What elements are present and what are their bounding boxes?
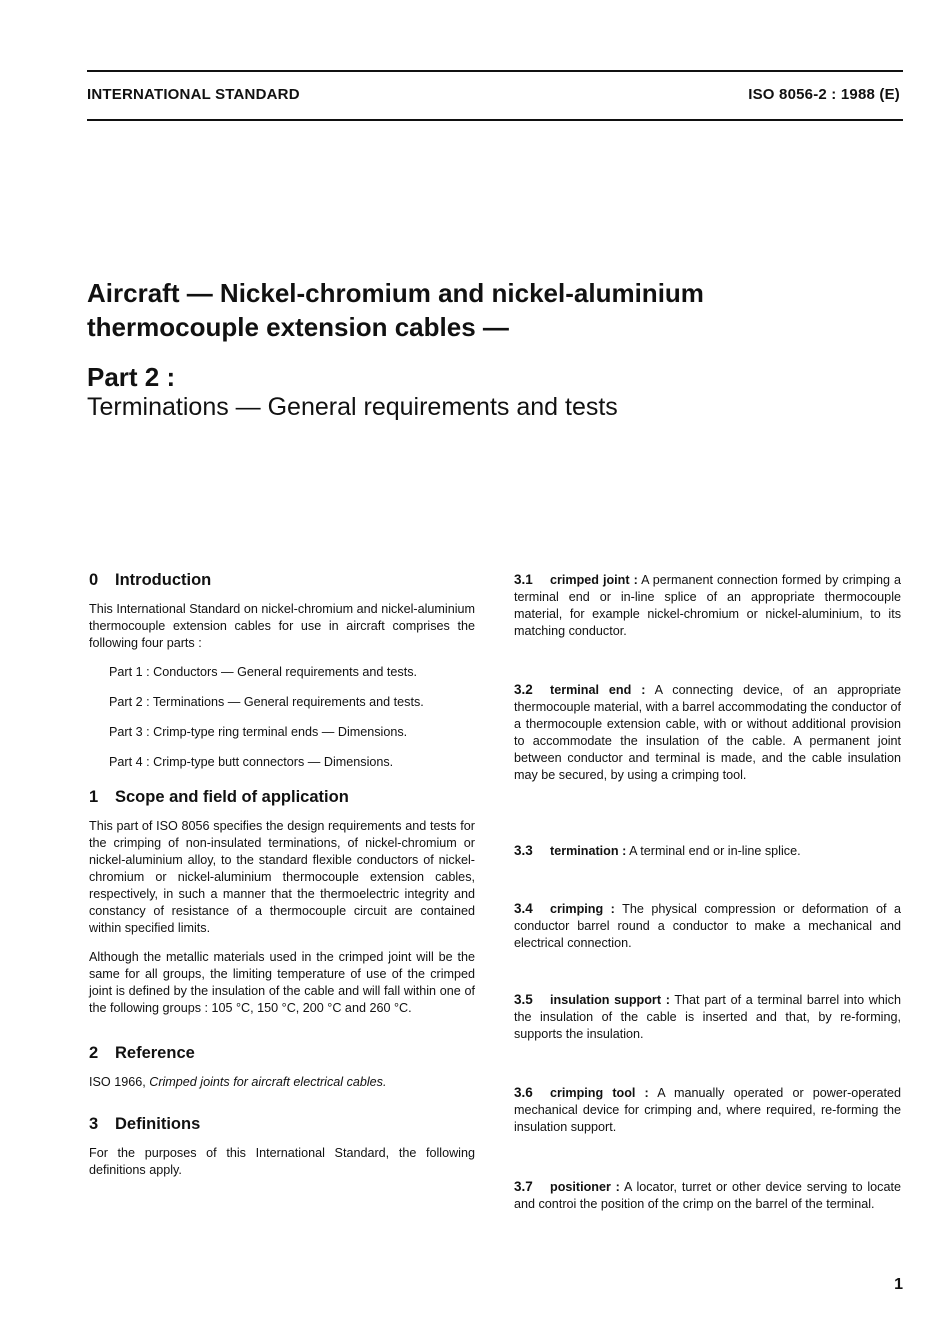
scope-paragraph-1: This part of ISO 8056 specifies the design requirements and tests for the crimping of non-insulated terminations, of nickel-chromium or nickel-aluminium alloy, to the standard flexible conductors of nickel-chromium or nickel-aluminium thermocouple extension cables, respectively, in such a manner that the thermoelectric integrity and constancy of resistance of a thermocouple circuit are contained within specified limits.: [89, 819, 475, 935]
reference-title: Crimped joints for aircraft electrical cables.: [149, 1075, 387, 1089]
list-item: Part 1 : Conductors — General requirements and tests.: [109, 665, 417, 679]
definition-number: 3.4: [514, 901, 533, 916]
title-line-1: Aircraft — Nickel-chromium and nickel-aluminium: [87, 278, 704, 308]
definition-text: A manually operated or power-operated mechanical device for crimping and, where required, re-forming the insulation support.: [514, 1086, 902, 1134]
section-title: Definitions: [115, 1115, 201, 1133]
definition-number: 3.7: [514, 1179, 533, 1194]
section-heading-definitions: [89, 1116, 475, 1133]
section-number: 0: [89, 571, 99, 589]
section-number: 3: [89, 1115, 99, 1133]
section-heading-reference: [89, 1045, 475, 1062]
top-rule: [87, 70, 903, 72]
definition-number: 3.2: [514, 682, 533, 697]
definition-text: A connecting device, of an appropriate thermocouple material, with a barrel accommodating the conductor of a thermocouple extension cable, with or without additional provision to accommodate the insulation of the cable. A permanent joint between conductor and terminal is made, and the cable insulation may be secured, by using a crimping tool.: [514, 683, 901, 782]
definitions-paragraph: For the purposes of this International Standard, the following definitions apply.: [89, 1146, 475, 1177]
definition-text: That part of a terminal barrel into which the insulation of the cable is inserted and that, by re-forming, supports the insulation.: [514, 993, 901, 1041]
definition-text: A locator, turret or other device serving to locate and controi the position of the crimp on the barrel of the terminal.: [514, 1180, 901, 1211]
definition-number: 3.6: [514, 1085, 533, 1100]
section-heading-introduction: [89, 572, 475, 589]
header-standard-label: INTERNATIONAL STANDARD: [87, 86, 300, 103]
definition-number: 3.1: [514, 572, 533, 587]
definition-term: crimping tool :: [550, 1086, 649, 1100]
page-number: 1: [894, 1276, 903, 1293]
part-label: Part 2 :: [87, 362, 176, 392]
definition-3-6: [514, 1084, 901, 1136]
definition-3-1: [514, 571, 901, 640]
definition-term: terminal end :: [550, 683, 646, 697]
part-subtitle: Terminations — General requirements and tests: [87, 393, 618, 421]
list-item: Part 4 : Crimp-type butt connectors — Dimensions.: [109, 755, 394, 769]
definition-text: A permanent connection formed by crimping a terminal end or in-line splice of an appropriate thermocouple material, for example nickel-chromium or nickel-aluminium, to its matching conductor.: [514, 573, 901, 638]
definition-3-3: [514, 842, 901, 860]
definition-number: 3.3: [514, 843, 533, 858]
section-title: Scope and field of application: [115, 788, 349, 806]
definition-term: termination :: [550, 844, 627, 858]
intro-paragraph: This International Standard on nickel-chromium and nickel-aluminium thermocouple extension cables for use in aircraft comprises the following four parts :: [89, 602, 475, 650]
list-item: Part 2 : Terminations — General requirements and tests.: [109, 695, 424, 709]
definition-3-2: [514, 681, 901, 784]
document-title: [87, 276, 887, 344]
definition-number: 3.5: [514, 992, 533, 1007]
reference-code: ISO 1966,: [89, 1075, 146, 1089]
definition-text: The physical compression or deformation of a conductor barrel round a conductor to make a mechanical and electrical connection.: [514, 902, 902, 950]
section-heading-scope: [89, 789, 475, 806]
section-number: 2: [89, 1044, 99, 1062]
section-title: Reference: [115, 1044, 195, 1062]
header-bottom-rule: [87, 119, 903, 121]
title-line-2: thermocouple extension cables —: [87, 312, 509, 342]
reference-paragraph: [89, 1074, 475, 1091]
definition-term: positioner :: [550, 1180, 620, 1194]
scope-paragraph-2: Although the metallic materials used in the crimped joint will be the same for all groups, the limiting temperature of use of the crimped joint is defined by the insulation of the cable and will fall within one of the following groups : 105 °C, 150 °C, 200 °C and 260 °C.: [89, 950, 475, 1015]
left-column: [89, 572, 475, 1179]
definition-term: crimping :: [550, 902, 615, 916]
definition-3-5: [514, 991, 901, 1043]
parts-list: [89, 664, 475, 771]
definition-3-4: [514, 900, 901, 952]
section-title: Introduction: [115, 571, 212, 589]
definition-term: crimped joint :: [550, 573, 638, 587]
definition-3-7: [514, 1178, 901, 1213]
list-item: Part 3 : Crimp-type ring terminal ends — Dimensions.: [109, 725, 408, 739]
section-number: 1: [89, 788, 99, 806]
definition-text: A terminal end or in-line splice.: [629, 844, 801, 858]
definition-term: insulation support :: [550, 993, 670, 1007]
header-document-number: ISO 8056-2 : 1988 (E): [748, 86, 900, 103]
